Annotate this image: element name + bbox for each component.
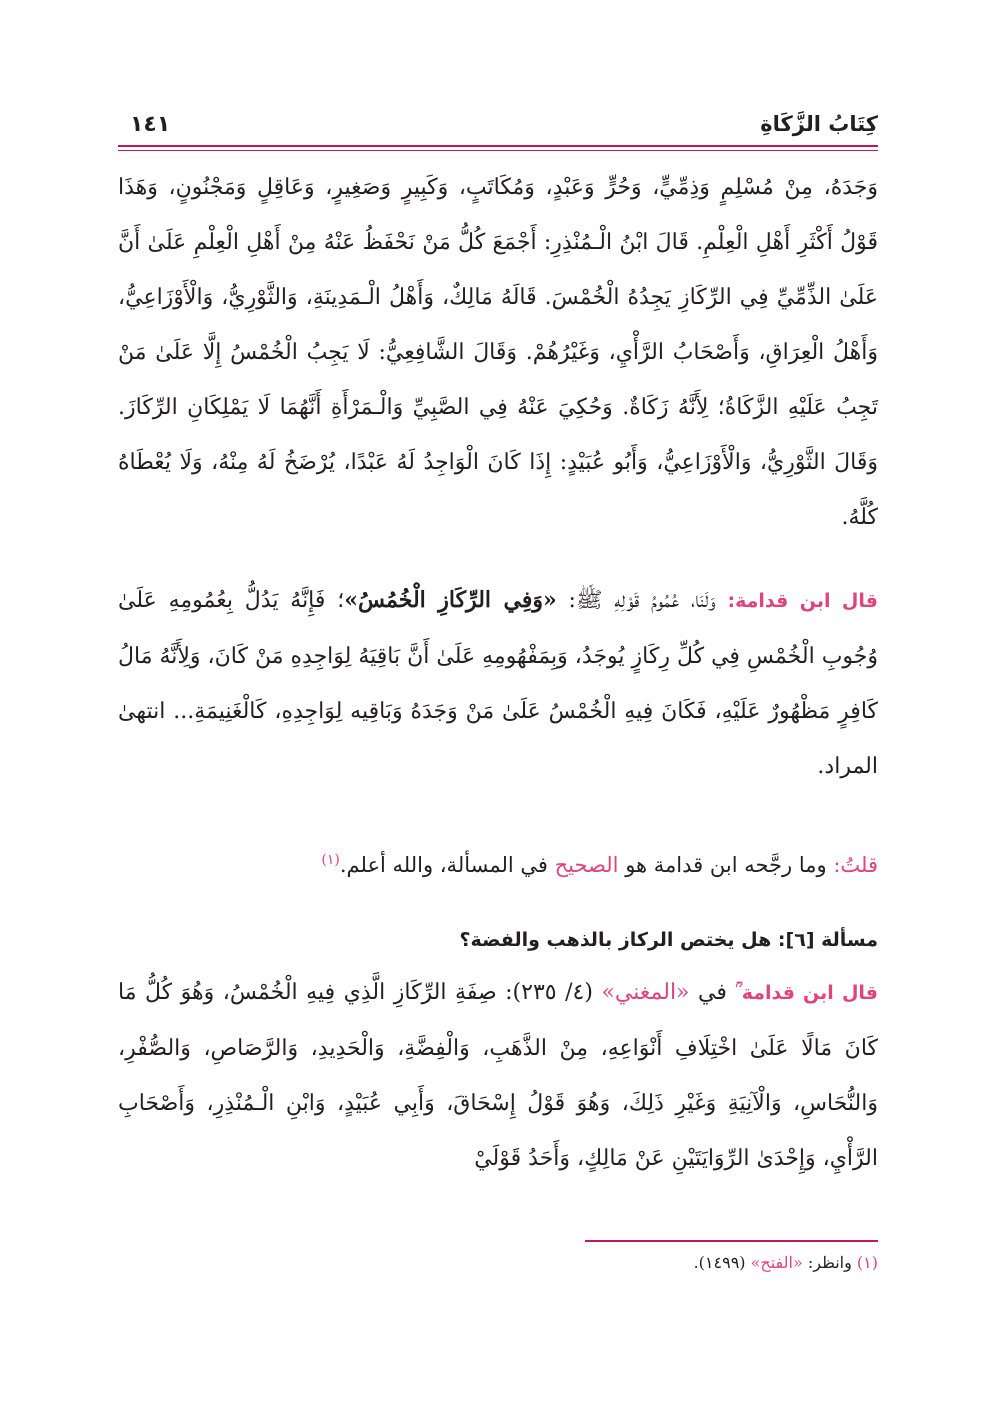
book-title: «المغني» bbox=[601, 980, 690, 1005]
paragraph-2-text-a: وَلَنَا، عُمُومُ قَوْلِهِ ﷺ: bbox=[556, 588, 728, 613]
highlight-word: الصحيح bbox=[554, 853, 619, 877]
section-heading bbox=[118, 920, 878, 960]
paragraph-1-text: وَجَدَهُ، مِنْ مُسْلِمٍ وَذِمِّيٍّ، وَحُرٍّ وَعَبْدٍ، وَمُكَاتَبٍ، وَكَبِيرٍ وَصَغِيرٍ، وَعَاقِلٍ وَمَجْنُونٍ، وَهَذَا قَوْلُ أَكْثَرِ أَهْلِ الْعِلْمِ. قَالَ ابْنُ الْـمُنْذِرِ: أَجْمَعَ كُلُّ مَنْ نَحْفَظُ عَنْهُ مِنْ أَهْلِ الْعِلْمِ عَلَىٰ أَنَّ عَلَىٰ الذِّمِّيِّ فِي الرِّكَازِ يَجِدُهُ الْخُمْسَ. قَالَهُ مَالِكٌ، وَأَهْلُ الْـمَدِينَةِ، وَالثَّوْرِيُّ، وَالْأَوْزَاعِيُّ، وَأَهْلُ الْعِرَاقِ، وَأَصْحَابُ الرَّأْيِ، وَغَيْرُهُمْ. وَقَالَ الشَّافِعِيُّ: لَا يَجِبُ الْخُمْسُ إِلَّا عَلَىٰ مَنْ تَجِبُ عَلَيْهِ الزَّكَاةُ؛ لِأَنَّهُ زَكَاةٌ. وَحُكِيَ عَنْهُ فِي الصَّبِيِّ وَالْـمَرْأَةِ أَنَّهُمَا لَا يَمْلِكَانِ الرِّكَازَ. وَقَالَ الثَّوْرِيُّ، وَالْأَوْزَاعِيُّ، وَأَبُو عُبَيْدٍ: إِذَا كَانَ الْوَاجِدُ لَهُ عَبْدًا، يُرْضَخُ لَهُ مِنْهُ، وَلَا يُعْطَاهُ كُلَّهُ. bbox=[118, 175, 878, 530]
hadith-quote: «وَفِي الرِّكَازِ الْخُمُسُ» bbox=[344, 587, 557, 613]
header-rule-thin bbox=[118, 150, 878, 151]
author-note-label: قلتُ: bbox=[833, 853, 878, 877]
footnote-text-a: وانظر: bbox=[802, 1253, 857, 1272]
footnote-text-b: (١٤٩٩). bbox=[693, 1253, 751, 1272]
paragraph-4 bbox=[118, 965, 878, 1186]
chapter-title: كِتَابُ الزَّكَاةِ bbox=[760, 112, 878, 136]
page-number: ١٤١ bbox=[130, 112, 171, 137]
section-title: هل يختص الركاز بالذهب والفضة؟ bbox=[459, 929, 778, 951]
header-rule bbox=[118, 145, 878, 147]
paragraph-3 bbox=[118, 840, 878, 885]
footnote bbox=[118, 1250, 878, 1276]
paragraph-2 bbox=[118, 573, 878, 794]
paragraph-3-text-b: في المسألة، والله أعلم. bbox=[339, 853, 555, 877]
speaker-label: قال ابن قدامة: bbox=[727, 590, 878, 612]
paragraph-4-text-b: (٤/ ٢٣٥): صِفَةِ الرِّكَازِ الَّذِي فِيهِ الْخُمْسُ، وَهُوَ كُلُّ مَا كَانَ مَالًا عَلَىٰ اخْتِلَافِ أَنْوَاعِهِ، مِنْ الذَّهَبِ، وَالْفِضَّةِ، وَالْحَدِيدِ، وَالرَّصَاصِ، وَالصُّفْرِ، وَالنُّحَاسِ، وَالْآنِيَةِ وَغَيْرِ ذَلِكَ، وَهُوَ قَوْلُ إِسْحَاقَ، وَأَبِي عُبَيْدٍ، وَابْنِ الْـمُنْذِرِ، وَأَصْحَابِ الرَّأْيِ، وَإِحْدَىٰ الرِّوَايَتَيْنِ عَنْ مَالِكٍ، وَأَحَدُ قَوْلَيْ bbox=[118, 980, 878, 1171]
paragraph-2-text-b: ؛ فَإِنَّهُ يَدُلُّ بِعُمُومِهِ عَلَىٰ وُجُوبِ الْخُمْسِ فِي كُلِّ رِكَازٍ يُوجَدُ، وَبِمَفْهُومِهِ عَلَىٰ أَنَّ بَاقِيَهُ لِوَاجِدِهِ مَنْ كَانَ، وَلِأَنَّهُ مَالُ كَافِرٍ مَظْهُورٌ عَلَيْهِ، فَكَانَ فِيهِ الْخُمْسُ عَلَىٰ مَنْ وَجَدَهُ وَبَاقِيه لِوَاجِدِهِ، كَالْغَنِيمَةِ... انتهىٰ المراد. bbox=[118, 588, 878, 779]
speaker-label-2: قال ابن قدامة ؒ bbox=[735, 982, 879, 1004]
section-label: مسألة [٦]: bbox=[777, 929, 878, 951]
footnote-reference[interactable]: (١) bbox=[321, 852, 340, 868]
footnote-rule bbox=[585, 1240, 878, 1242]
paragraph-1 bbox=[118, 160, 878, 545]
footnote-number: (١) bbox=[856, 1253, 878, 1272]
paragraph-3-text-a: وما رجَّحه ابن قدامة هو bbox=[618, 853, 834, 877]
paragraph-4-text-a: في bbox=[689, 980, 736, 1005]
footnote-ref-title: «الفتح» bbox=[750, 1253, 803, 1272]
running-header bbox=[118, 106, 878, 146]
